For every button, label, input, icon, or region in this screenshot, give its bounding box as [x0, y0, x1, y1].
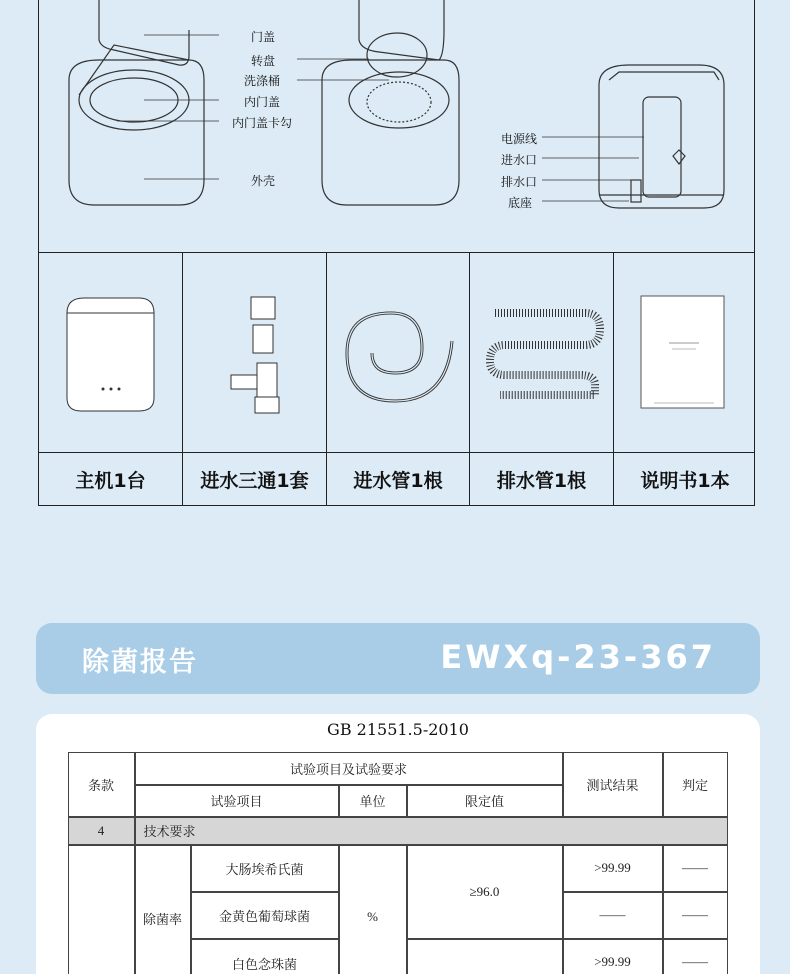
coiled-hose-icon — [327, 253, 470, 453]
header-limit: 限定值 — [407, 785, 563, 817]
label-water-inlet: 进水口 — [501, 151, 537, 168]
washer-parts-illustration — [39, 0, 756, 253]
label-drain-outlet: 排水口 — [501, 173, 537, 190]
tee-connector-icon — [183, 253, 327, 453]
clause-empty-cell — [68, 845, 135, 974]
washer-unit-icon — [39, 253, 183, 453]
row-item-2: 白色念珠菌 — [191, 939, 339, 974]
label-turntable: 转盘 — [251, 52, 275, 69]
banner-model-number: EWXq-23-367 — [440, 638, 716, 676]
section-name: 技术要求 — [135, 817, 728, 845]
header-result: 测试结果 — [563, 752, 663, 817]
limit-value: ≥96.0 — [407, 845, 563, 939]
section-number: 4 — [68, 817, 135, 845]
accessory-cell-drain-hose — [470, 253, 614, 452]
accessory-name-1: 进水三通1套 — [183, 453, 327, 506]
corrugated-hose-icon — [470, 253, 614, 453]
row-verdict-0: —— — [663, 845, 728, 892]
row-verdict-2: —— — [663, 939, 728, 974]
banner-title: 除菌报告 — [82, 640, 198, 679]
header-item: 试验项目 — [135, 785, 339, 817]
accessory-cell-washer — [39, 253, 183, 452]
accessory-name-4: 说明书1本 — [614, 453, 756, 506]
report-banner — [36, 623, 760, 694]
accessory-images-row — [39, 253, 754, 453]
sterilization-report-card — [36, 714, 760, 974]
row-result-0: >99.99 — [563, 845, 663, 892]
row-result-1: —— — [563, 892, 663, 939]
label-outer-shell: 外壳 — [251, 172, 275, 189]
accessory-names-row — [39, 453, 754, 506]
label-power-cord: 电源线 — [501, 130, 537, 147]
accessory-name-2: 进水管1根 — [327, 453, 470, 506]
report-standard: GB 21551.5-2010 — [36, 720, 760, 739]
row-limit-2-empty — [407, 939, 563, 974]
header-unit: 单位 — [339, 785, 407, 817]
accessory-cell-manual — [614, 253, 756, 452]
label-base: 底座 — [508, 194, 532, 211]
row-result-2: >99.99 — [563, 939, 663, 974]
row-item-1: 金黄色葡萄球菌 — [191, 892, 339, 939]
door-lid-shape — [99, 0, 189, 65]
header-items-requirements: 试验项目及试验要求 — [135, 752, 563, 785]
accessory-cell-tee — [183, 253, 327, 452]
label-door-lid: 门盖 — [251, 28, 275, 45]
row-item-0: 大肠埃希氏菌 — [191, 845, 339, 892]
accessory-name-0: 主机1台 — [39, 453, 183, 506]
manual-icon — [614, 253, 756, 453]
accessory-name-3: 排水管1根 — [470, 453, 614, 506]
row-verdict-1: —— — [663, 892, 728, 939]
unit-value: % — [339, 845, 407, 974]
product-diagram-panel — [38, 0, 755, 506]
label-wash-tub: 洗涤桶 — [244, 72, 280, 89]
label-inner-lid-hook: 内门盖卡勾 — [232, 114, 292, 131]
header-clause: 条款 — [68, 752, 135, 817]
accessory-cell-inlet-hose — [327, 253, 470, 452]
product-parts-diagram — [39, 0, 754, 253]
header-verdict: 判定 — [663, 752, 728, 817]
sterilization-rate-label: 除菌率 — [135, 845, 191, 974]
label-inner-lid: 内门盖 — [244, 93, 280, 110]
